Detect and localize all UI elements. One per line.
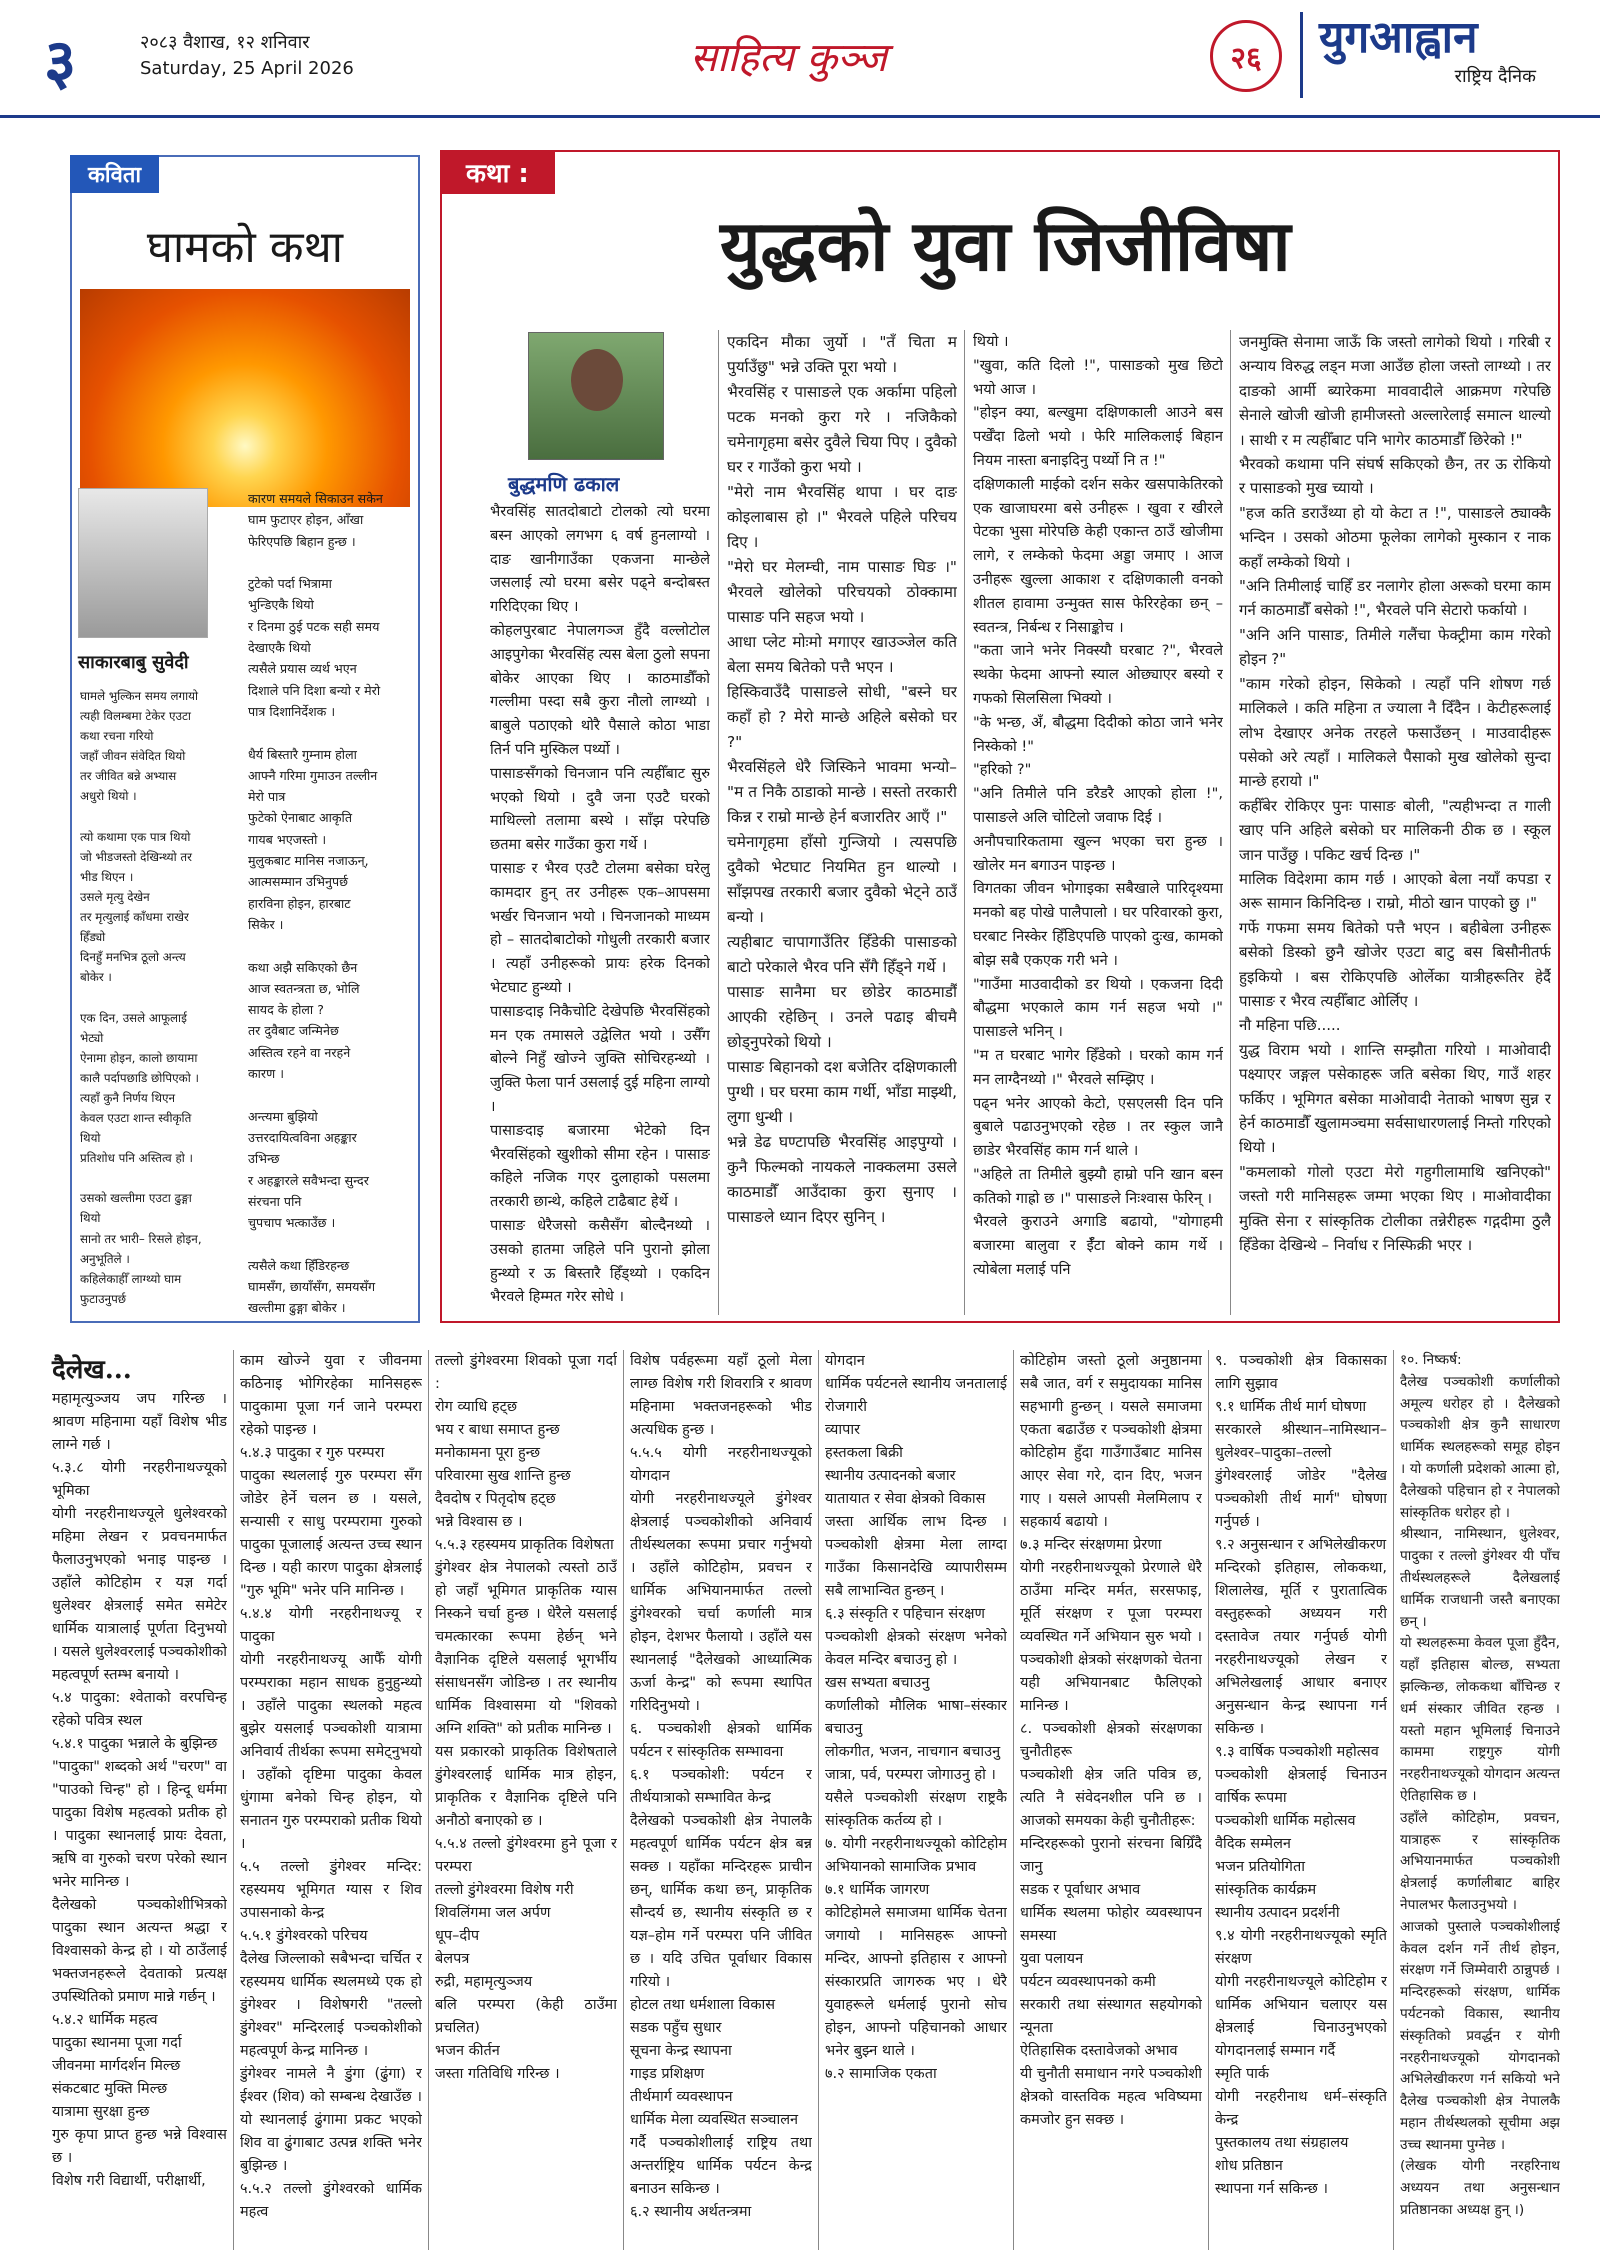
anniversary-logo <box>1210 20 1282 92</box>
column-divider <box>718 330 719 1315</box>
story-tag: कथा : <box>440 150 555 194</box>
column-divider <box>964 330 965 1315</box>
column-divider <box>428 1350 429 2250</box>
anniversary-number: २६ <box>1230 40 1262 76</box>
poem-tag: कविता <box>70 155 159 193</box>
author-name: बुद्धमणि ढकाल <box>508 472 620 496</box>
brand-subtitle: राष्ट्रिय दैनिक <box>1454 66 1536 87</box>
brand-name: युगआह्वान <box>1319 12 1478 63</box>
article-column-1: महामृत्युञ्जय जप गरिन्छ । श्रावण महिनामा यहाँ विशेष भीड लाग्ने गर्छ । ५.३.८ योगी नरहरीनाथज्यूको भूमिका योगी नरहरीनाथज्यूले धुलेश्वरको महिमा लेखन र प्रवचनमार्फत फैलाउनुभएको भनाइ पाइन्छ । उहाँले कोटिहोम र यज्ञ गर्दा धुलेश्वर क्षेत्रलाई समेत समेटेर धार्मिक यात्रालाई पूर्णता दिनुभयो । यसले धुलेश्वरलाई पञ्चकोशीको महत्वपूर्ण स्तम्भ बनायो । ५.४ पादुका: श्वेताको वरपचिन्ह रहेको पवित्र स्थल ५.४.१ पादुका भन्नाले के बुझिन्छ "पादुका" शब्दको अर्थ "चरण" वा "पाउको चिन्ह" हो । हिन्दू धर्ममा पादुका विशेष महत्वको प्रतीक हो । पादुका स्थानलाई प्रायः देवता, ऋषि वा गुरुको चरण परेको स्थान भनेर मानिन्छ । दैलेखको पञ्चकोशीभित्रको पादुका स्थान अत्यन्त श्रद्धा र विश्वासको केन्द्र हो । यो ठाउँलाई भक्तजनहरूले देवताको प्रत्यक्ष उपस्थितिको प्रमाण मान्ने गर्छन् । ५.४.२ धार्मिक महत्व पादुका स्थानमा पूजा गर्दा जीवनमा मार्गदर्शन मिल्छ संकटबाट मुक्ति मिल्छ यात्रामा सुरक्षा हुन्छ गुरु कृपा प्राप्त हुन्छ भन्ने विश्वास छ । विशेष गरी विद्यार्थी, परीक्षार्थी, <box>52 1391 227 2189</box>
column-divider <box>818 1350 819 2250</box>
article-title: दैलेख... <box>52 1355 132 1385</box>
article-column-3: तल्लो डुंगेश्वरमा शिवको पूजा गर्दा : रोग व्याधि हट्छ भय र बाधा समाप्त हुन्छ मनोकामना पूरा हुन्छ परिवारमा सुख शान्ति हुन्छ दैवदोष र पितृदोष हट्छ भन्ने विश्वास छ । ५.५.३ रहस्यमय प्राकृतिक विशेषता डुंगेश्वर क्षेत्र नेपालको त्यस्तो ठाउँ हो जहाँ भूमिगत प्राकृतिक ग्यास निस्कने चर्चा हुन्छ । धेरैले यसलाई चमत्कारका रूपमा हेर्छन् भने वैज्ञानिक दृष्टिले यसलाई भूगर्भीय संसाधनसँग जोडिन्छ । तर स्थानीय धार्मिक विश्वासमा यो "शिवको अग्नि शक्ति" को प्रतीक मानिन्छ । यस प्रकारको प्राकृतिक विशेषताले डुंगेश्वरलाई धार्मिक मात्र होइन, प्राकृतिक र वैज्ञानिक दृष्टिले पनि अनौठो बनाएको छ । ५.५.४ तल्लो डुंगेश्वरमा हुने पूजा र परम्परा तल्लो डुंगेश्वरमा विशेष गरी शिवलिंगमा जल अर्पण धूप–दीप बेलपत्र रुद्री, महामृत्युञ्जय बलि परम्परा (केही ठाउँमा प्रचलित) भजन कीर्तन जस्ता गतिविधि गरिन्छ । <box>435 1353 617 2082</box>
section-heading: साहित्य कुञ्ज <box>690 35 887 81</box>
article-column-6: कोटिहोम जस्तो ठूलो अनुष्ठानमा सबै जात, वर्ग र समुदायका मानिस सहभागी हुन्छन् । यसले समाजमा एकता बढाउँछ र पञ्चकोशी क्षेत्रमा कोटिहोम हुँदा गाउँगाउँबाट मानिस आएर सेवा गरे, दान दिए, भजन गाए । यसले आपसी मेलमिलाप र सहकार्य बढायो । ७.३ मन्दिर संरक्षणमा प्रेरणा योगी नरहरीनाथज्यूको प्रेरणाले धेरै ठाउँमा मन्दिर मर्मत, सरसफाइ, मूर्ति संरक्षण र पूजा परम्परा व्यवस्थित गर्ने अभियान सुरु भयो । पञ्चकोशी क्षेत्रको संरक्षणको चेतना यही अभियानबाट फैलिएको मानिन्छ । ८. पञ्चकोशी क्षेत्रको संरक्षणका चुनौतीहरू पञ्चकोशी क्षेत्र जति पवित्र छ, त्यति नै संवेदनशील पनि छ । आजको समयका केही चुनौतीहरू: मन्दिरहरूको पुरानो संरचना बिग्रिँदै जानु सडक र पूर्वाधार अभाव धार्मिक स्थलमा फोहोर व्यवस्थापन समस्या युवा पलायन पर्यटन व्यवस्थापनको कमी सरकारी तथा संस्थागत सहयोगको न्यूनता ऐतिहासिक दस्तावेजको अभाव यी चुनौती समाधान नगरे पञ्चकोशी क्षेत्रको वास्तविक महत्व भविष्यमा कमजोर हुन सक्छ । <box>1020 1353 1202 2128</box>
article-column-7: ९. पञ्चकोशी क्षेत्र विकासका लागि सुझाव ९.१ धार्मिक तीर्थ मार्ग घोषणा सरकारले श्रीस्थान–नामिस्थान–धुलेश्वर–पादुका–तल्लो डुंगेश्वरलाई जोडेर "दैलेख पञ्चकोशी तीर्थ मार्ग" घोषणा गर्नुपर्छ । ९.२ अनुसन्धान र अभिलेखीकरण मन्दिरको इतिहास, लोककथा, शिलालेख, मूर्ति र पुरातात्विक वस्तुहरूको अध्ययन गरी दस्तावेज तयार गर्नुपर्छ योगी नरहरीनाथज्यूको लेखन र अभिलेखलाई आधार बनाएर अनुसन्धान केन्द्र स्थापना गर्न सकिन्छ । ९.३ वार्षिक पञ्चकोशी महोत्सव पञ्चकोशी क्षेत्रलाई चिनाउन वार्षिक रूपमा पञ्चकोशी धार्मिक महोत्सव वैदिक सम्मेलन भजन प्रतियोगिता सांस्कृतिक कार्यक्रम स्थानीय उत्पादन प्रदर्शनी ९.४ योगी नरहरीनाथज्यूको स्मृति संरक्षण योगी नरहरीनाथज्यूले कोटिहोम र धार्मिक अभियान चलाएर यस क्षेत्रलाई चिनाउनुभएको योगदानलाई सम्मान गर्दै स्मृति पार्क योगी नरहरीनाथ धर्म–संस्कृति केन्द्र पुस्तकालय तथा संग्रहालय शोध प्रतिष्ठान स्थापना गर्न सकिन्छ । <box>1215 1353 1387 2197</box>
poem-column-1: घामले भुल्किन समय लगायो त्यही विलम्बमा टेकेर एउटा कथा रचना गरियो जहाँ जीवन संवेदित थियो तर जीवित बन्ने अभ्यास अधुरो थियो । त्यो कथामा एक पात्र थियो जो भीडजस्तो देखिन्थ्यो तर भीड थिएन । उसले मृत्यु देखेन तर मृत्युलाई काँधमा राखेर हिँड्यो दिनहुँ मनभित्र ठूलो अन्त्य बोकेर । एक दिन, उसले आफूलाई भेट्यो ऐनामा होइन, कालो छायामा कालै पर्दापछाडि छोपिएको । त्यहाँ कुनै निर्णय थिएन केवल एउटा शान्त स्वीकृति थियो प्रतिशोध पनि अस्तित्व हो । उसको खल्तीमा एउटा ढुङ्गा थियो सानो तर भारी– रिसले होइन, अनुभूतिले । कहिलेकाहीँ लाग्थ्यो घाम फुटाउनुपर्छ <box>80 689 202 1306</box>
sunrise-image <box>80 289 410 507</box>
column-divider <box>1393 1350 1394 2250</box>
column-divider <box>623 1350 624 2250</box>
article-column-2: काम खोज्ने युवा र जीवनमा कठिनाइ भोगिरहेका मानिसहरू पादुकामा पूजा गर्न जाने परम्परा रहेको पाइन्छ । ५.४.३ पादुका र गुरु परम्परा पादुका स्थललाई गुरु परम्परा सँग जोडेर हेर्ने चलन छ । यसले, सन्यासी र साधु परम्परामा गुरुको पादुका पूजालाई अत्यन्त उच्च स्थान दिन्छ । यही कारण पादुका क्षेत्रलाई "गुरु भूमि" भनेर पनि मानिन्छ । ५.४.४ योगी नरहरीनाथज्यू र पादुका योगी नरहरीनाथज्यू आफैँ योगी परम्पराका महान साधक हुनुहुन्थ्यो । उहाँले पादुका स्थलको महत्व बुझेर यसलाई पञ्चकोशी यात्रामा अनिवार्य तीर्थका रूपमा समेट्नुभयो । उहाँको दृष्टिमा पादुका केवल धुंगामा बनेको चिन्ह होइन, यो सनातन गुरु परम्पराको प्रतीक थियो । ५.५ तल्लो डुंगेश्वर मन्दिर: रहस्यमय भूमिगत ग्यास र शिव उपासनाको केन्द्र ५.५.१ डुंगेश्वरको परिचय दैलेख जिल्लाको सबैभन्दा चर्चित र रहस्यमय धार्मिक स्थलमध्ये एक हो डुंगेश्वर । विशेषगरी "तल्लो डुंगेश्वर" मन्दिरलाई पञ्चकोशीको महत्वपूर्ण केन्द्र मानिन्छ । डुंगेश्वर नामले नै डुंगा (ढुंगा) र ईश्वर (शिव) को सम्बन्ध देखाउँछ । यो स्थानलाई ढुंगामा प्रकट भएको शिव वा ढुंगाबाट उत्पन्न शक्ति भनेर बुझिन्छ । ५.५.२ तल्लो डुंगेश्वरको धार्मिक महत्व <box>240 1353 422 2220</box>
poet-photo <box>78 488 208 638</box>
poet-name: साकारबाबु सुवेदी <box>78 652 189 673</box>
poem-column-2: कारण समयले सिकाउन सकेन घाम फुटाएर होइन, आँखा फेरिएपछि बिहान हुन्छ । टुटेको पर्दा भित्रामा भुन्डिएकै थियो र दिनमा ठुई पटक सही समय देखाएकै थियो त्यसैले प्रयास व्यर्थ भएन दिशाले पनि दिशा बन्यो र मेरो पात्र दिशानिर्देशक । धैर्य बिस्तारै गुम्नाम होला आफ्नै गरिमा गुमाउन तल्लीन मेरो पात्र फुटेको ऐनाबाट आकृति गायब भएजस्तो । मुलुकबाट मानिस नजाऊन्, आत्मसम्मान उभिनुपर्छ हारविना होइन, हारबाट सिकेर । कथा अझै सकिएको छैन आज स्वतन्त्रता छ, भोलि सायद के होला ? तर दुवैबाट जन्मिनेछ अस्तित्व रहने वा नरहने कारण । अन्त्यमा बुझियो उत्तरदायित्वविना अहङ्कार उभिन्छ र अहङ्कारले सवैभन्दा सुन्दर संरचना पनि चुपचाप भत्काउँछ । त्यसैले कथा हिँडिरहन्छ घामसँग, छायाँसँग, समयसँग खल्तीमा ढुङ्गा बोकेर । <box>248 491 383 1316</box>
date-english: Saturday, 25 April 2026 <box>140 58 354 79</box>
article-column-8: १०. निष्कर्ष: दैलेख पञ्चकोशी कर्णालीको अमूल्य धरोहर हो । दैलेखको पञ्चकोशी क्षेत्र कुनै साधारण धार्मिक स्थलहरूको समूह होइन । यो कर्णाली प्रदेशको आत्मा हो, दैलेखको पहिचान हो र नेपालको सांस्कृतिक धरोहर हो । श्रीस्थान, नामिस्थान, धुलेश्वर, पादुका र तल्लो डुंगेश्वर यी पाँच तीर्थस्थलहरूले दैलेखलाई धार्मिक राजधानी जस्तै बनाएका छन् । यो स्थलहरूमा केवल पूजा हुँदैन, यहाँ इतिहास बोल्छ, सभ्यता झल्किन्छ, लोककथा बाँचिन्छ र धर्म संस्कार जीवित रहन्छ । यस्तो महान भूमिलाई चिनाउने काममा राष्ट्रगुरु योगी नरहरीनाथज्यूको योगदान अत्यन्त ऐतिहासिक छ । उहाँले कोटिहोम, प्रवचन, यात्राहरू र सांस्कृतिक अभियानमार्फत पञ्चकोशी क्षेत्रलाई कर्णालीबाट बाहिर नेपालभर फैलाउनुभयो । आजको पुस्ताले पञ्चकोशीलाई केवल दर्शन गर्ने तीर्थ होइन, संरक्षण गर्ने जिम्मेवारी ठान्नुपर्छ । मन्दिरहरूको संरक्षण, धार्मिक पर्यटनको विकास, स्थानीय संस्कृतिको प्रवर्द्धन र योगी नरहरीनाथज्यूको योगदानको अभिलेखीकरण गर्न सकियो भने दैलेख पञ्चकोशी क्षेत्र नेपालकै महान तीर्थस्थलको सूचीमा अझ उच्च स्थानमा पुग्नेछ । (लेखक योगी नरहरिनाथ अध्ययन तथा अनुसन्धान प्रतिष्ठानका अध्यक्ष हुन् ।) <box>1400 1352 1560 2219</box>
story-column-3: थियो । "खुवा, कति दिलो !", पासाङको मुख छिटो भयो आज । "होइन क्या, बल्खुमा दक्षिणकाली आउने बस पर्खेँदा ढिलो भयो । फेरि मालिकलाई बिहान नियम नास्ता बनाइदिनु पर्थ्यो नि त !" दक्षिणकाली माईको दर्शन सकेर खसपाकेतिरको एक खाजाघरमा बसे उनीहरू । खुवा र खीरले पेटका भुसा मोरेपछि केही एकान्त ठाउँ खोजीमा लागे, र लम्केको फेदमा अड्डा जमाए । आज उनीहरू खुल्ला आकाश र दक्षिणकाली वनको शीतल हावामा उन्मुक्त सास फेरिरहेका छन् – स्वतन्त्र, निर्बन्ध र निसाङ्कोच । "कता जाने भनेर निक्स्यौ घरबाट ?", भैरवले स्थकेा फेदमा आफ्नो स्याल ओछ्याएर बस्यो र गफको सिलसिला भिक्यो । "के भन्छ, अँ, बौद्धमा दिदीको कोठा जाने भनेर निस्केको !" "हरिको ?" "अनि तिमीले पनि डरैडरै आएको होला !", पासाङले अलि चोटिलो जवाफ दिई । अनौपचारिकतामा खुल्न भएका चरा हुन्छ । खोलेर मन बगाउन पाइन्छ । विगतका जीवन भोगाइका सबैखाले पारिदृश्यमा मनको बह पोखे पालैपालो । घर परिवारको कुरा, घरबाट निस्केर हिँडिएपछि पाएको दुःख, कामको बोझ सबै एकएक गरी भने । "गाउँमा माउवादीको डर थियो । एकजना दिदी बौद्धमा भएकाले काम गर्न सहज भयो ।" पासाङले भनिन् । "म त घरबाट भागेर हिँडेको । घरको काम गर्न मन लाग्दैनथ्यो ।" भैरवले सम्झिए । पढ्न भनेर आएको केटो, एसएलसी दिन पनि बुबाले पढाउनुभएको रहेछ । तर स्कुल जानै छाडेर भैरवसिंह काम गर्न थाले । "अहिले ता तिमीले बुझ्यौ हाम्रो पनि खान बस्न कतिको गाह्रो छ ।" पासाङले निःश्वास फेरिन् । भैरवले कुराउने अगाडि बढायो, "योगाहमी बजारमा बालुवा र ईँटा बोक्ने काम गर्थे । त्योबेला मलाई पनि <box>973 333 1223 1279</box>
date-nepali: २०८३ वैशाख, १२ शनिवार <box>140 32 310 53</box>
article-column-4: विशेष पर्वहरूमा यहाँ ठूलो मेला लाग्छ विशेष गरी शिवरात्रि र श्रावण महिनामा भक्तजनहरूको भीड अत्यधिक हुन्छ । ५.५.५ योगी नरहरीनाथज्यूको योगदान योगी नरहरीनाथज्यूले डुंगेश्वर क्षेत्रलाई पञ्चकोशीको अनिवार्य तीर्थस्थलका रूपमा प्रचार गर्नुभयो । उहाँले कोटिहोम, प्रवचन र धार्मिक अभियानमार्फत तल्लो डुंगेश्वरको चर्चा कर्णाली मात्र होइन, देशभर फैलायो । उहाँले यस स्थानलाई "दैलेखको आध्यात्मिक ऊर्जा केन्द्र" को रूपमा स्थापित गरिदिनुभयो । ६. पञ्चकोशी क्षेत्रको धार्मिक पर्यटन र सांस्कृतिक सम्भावना ६.१ पञ्चकोशी: पर्यटन र तीर्थयात्राको सम्भावित केन्द्र दैलेखको पञ्चकोशी क्षेत्र नेपालकै महत्वपूर्ण धार्मिक पर्यटन क्षेत्र बन्न सक्छ । यहाँका मन्दिरहरू प्राचीन छन्, धार्मिक कथा छन्, प्राकृतिक सौन्दर्य छ, स्थानीय संस्कृति छ र यज्ञ–होम गर्ने परम्परा पनि जीवित छ । यदि उचित पूर्वाधार विकास गरियो । होटल तथा धर्मशाला विकास सडक पहुँच सुधार सूचना केन्द्र स्थापना गाइड प्रशिक्षण तीर्थमार्ग व्यवस्थापन धार्मिक मेला व्यवस्थित सञ्चालन गर्दै पञ्चकोशीलाई राष्ट्रिय तथा अन्तर्राष्ट्रिय धार्मिक पर्यटन केन्द्र बनाउन सकिन्छ । ६.२ स्थानीय अर्थतन्त्रमा <box>630 1353 812 2220</box>
column-divider <box>1230 330 1231 1315</box>
masthead <box>0 0 1600 118</box>
issue-date <box>140 30 354 82</box>
newspaper-brand <box>1300 12 1560 98</box>
author-photo <box>528 332 664 460</box>
column-divider <box>1208 1350 1209 2250</box>
column-divider <box>1013 1350 1014 2250</box>
column-divider <box>233 1350 234 2250</box>
story-column-1: भैरवसिंह सातदोबाटो टोलको त्यो घरमा बस्न आएको लगभग ६ वर्ष हुनलाग्यो । दाङ खानीगाउँका एकजना मान्छेले जसलाई त्यो घरमा बसेर पढ्ने बन्दोबस्त गरिदिएका थिए । कोहलपुरबाट नेपालगञ्ज हुँदै वल्लोटोल आइपुगेका भैरवसिंह त्यस बेला ठुलो सपना बोकेर आएका थिए । काठमाडौँको गल्लीमा पस्दा सबै कुरा नौलो लाग्थ्यो । बाबुले पठाएको थोरै पैसाले कोठा भाडा तिर्न पनि मुस्किल पर्थ्यो । पासाङसँगको चिनजान पनि त्यहीँबाट सुरु भएको थियो । दुवै जना एउटै घरको माथिल्लो तलामा बस्थे । साँझ परेपछि छतमा बसेर गाउँका कुरा गर्थे । पासाङ र भैरव एउटै टोलमा बसेका घरेलु कामदार हुन् तर उनीहरू एक–आपसमा भर्खर चिनजान भयो । चिनजानको माध्यम हो – सातदोबाटोको गोधुली तरकारी बजार । त्यहाँ उनीहरूको प्रायः हरेक दिनको भेटघाट हुन्थ्यो । पासाङदाइ निकैचोटि देखेपछि भैरवसिंहको मन एक तमासले उद्वेलित भयो । उसैँग बोल्ने निहुँ खोज्ने जुक्ति सोचिरहन्थ्यो । जुक्ति फेला पार्न उसलाई दुई महिना लाग्यो । पासाङदाइ बजारमा भेटेको दिन भैरवसिंहको खुशीको सीमा रहेन । पासाङ कहिले नजिक गएर दुलाहाको पसलमा तरकारी छान्थे, कहिले टाढैबाट हेर्थे । पासाङ धेरैजसो कसैसँग बोल्दैनथ्यो । उसको हातमा जहिले पनि पुरानो झोला हुन्थ्यो र ऊ बिस्तारै हिँड्थ्यो । एकदिन भैरवले हिम्मत गरेर सोधे । <box>490 503 710 1306</box>
article-column-5: योगदान धार्मिक पर्यटनले स्थानीय जनतालाई रोजगारी व्यापार हस्तकला बिक्री स्थानीय उत्पादनको बजार यातायात र सेवा क्षेत्रको विकास जस्ता आर्थिक लाभ दिन्छ । पञ्चकोशी क्षेत्रमा मेला लाग्दा गाउँका किसानदेखि व्यापारीसम्म सबै लाभान्वित हुन्छन् । ६.३ संस्कृति र पहिचान संरक्षण पञ्चकोशी क्षेत्रको संरक्षण भनेको केवल मन्दिर बचाउनु हो । खस सभ्यता बचाउनु कर्णालीको मौलिक भाषा–संस्कार बचाउनु लोकगीत, भजन, नाचगान बचाउनु जात्रा, पर्व, परम्परा जोगाउनु हो । यसैले पञ्चकोशी संरक्षण राष्ट्रकै सांस्कृतिक कर्तव्य हो । ७. योगी नरहरीनाथज्यूको कोटिहोम अभियानको सामाजिक प्रभाव ७.१ धार्मिक जागरण कोटिहोमले समाजमा धार्मिक चेतना जगायो । मानिसहरू आफ्नो मन्दिर, आफ्नो इतिहास र आफ्नो संस्कारप्रति जागरुक भए । धेरै युवाहरूले धर्मलाई पुरानो सोच होइन, आफ्नो पहिचानको आधार भनेर बुझ्न थाले । ७.२ सामाजिक एकता <box>825 1353 1007 2082</box>
story-column-2: एकदिन मौका जुर्यो । "तँ चिता म पुर्याउँछु" भन्ने उक्ति पूरा भयो । भैरवसिंह र पासाङले एक अर्कामा पहिलो पटक मनको कुरा गरे । नजिकैको चमेनागृहमा बसेर दुवैले चिया पिए । दुवैको घर र गाउँको कुरा भयो । "मेरो नाम भैरवसिंह थापा । घर दाङ कोइलाबास हो ।" भैरवले पहिले परिचय दिए । "मेरो घर मेलम्ची, नाम पासाङ घिङ ।" भैरवले खोलेको परिचयको ठोक्कामा पासाङ पनि सहज भयो । आधा प्लेट मोःमो मगाएर खाउञ्जेल कति बेला समय बितेको पत्तै भएन । हिस्किवाउँदै पासाङले सोधी, "बस्ने घर कहाँ हो ? मेरो मान्छे अहिले बसेको घर ?" भैरवसिंहले धेरै जिस्किने भावमा भन्यो– "म त निकै ठाडाको मान्छे । सस्तो तरकारी किन्न र राम्रो मान्छे हेर्न बजारतिर आएँ ।" चमेनागृहमा हाँसो गुन्जियो । त्यसपछि दुवैको भेटघाट नियमित हुन थाल्यो । साँझपख तरकारी बजार दुवैको भेट्ने ठाउँ बन्यो । त्यहीबाट चापागाउँतिर हिँडेकी पासाङको बाटो परेकाले भैरव पनि सँगै हिँड्ने गर्थे । पासाङ सानैमा घर छोडेर काठमाडौँ आएकी रहेछिन् । उनले पढाइ बीचमै छोड्नुपरेको थियो । पासाङ बिहानको दश बजेतिर दक्षिणकाली पुग्थी । घर घरमा काम गर्थी, भाँडा माझ्थी, लुगा धुन्थी । भन्ने डेढ घण्टापछि भैरवसिंह आइपुग्यो । कुनै फिल्मको नायकले नाक्कलमा उसले काठमाडौँ आउँदाका कुरा सुनाए । पासाङले ध्यान दिएर सुनिन् । <box>727 333 957 1226</box>
page-number: ३ <box>44 25 77 98</box>
story-column-4: जनमुक्ति सेनामा जाऊँ कि जस्तो लागेको थियो । गरिबी र अन्याय विरुद्ध लड्न मजा आउँछ होला जस्तो लाग्थ्यो । तर दाङको आर्मी ब्यारेकमा माववादीले आक्रमण गरेपछि सेनाले खोजी खोजी हामीजस्तो अल्लारेलाई समात्न थाल्यो । साथी र म त्यहीँबाट पनि भागेर काठमाडौँ छिरेको !" भैरवको कथामा पनि संघर्ष सकिएको छैन, तर ऊ रोकियो र पासाङको मुख च्यायो । "हज कति डराउँथ्या हो यो केटा त !", पासाङले ठ्याक्कै भन्दिन । उसको ओठमा फूलेका लागेको मुस्कान र नाक कहाँ लम्केको थियो । "अनि तिमीलाई चाहिँ डर नलागेर होला अरूको घरमा काम गर्न काठमाडौँ बसेको !", भैरवले पनि सेटारो फर्कायो । "अनि अनि पासाङ, तिमीले गलैंचा फेक्ट्रीमा काम गरेको होइन ?" "काम गरेको होइन, सिकेको । त्यहाँ पनि शोषण गर्छ मालिकले । कति महिना त ज्याला नै दिँदैन । केटीहरूलाई लोभ देखाएर अनेक तरहले फसाउँछन् । माउवादीहरू पसेको अरे त्यहाँ । मालिकले पैसाको मुख खोलेको सुन्दा मान्छे हरायो ।" कहीँबेर रोकिएर पुनः पासाङ बोली, "त्यहीभन्दा त गाली खाए पनि अहिले बसेको घर मालिकनी ठीक छ । स्कूल जान पाउँछु । पकिट खर्च दिन्छ ।" मालिक विदेशमा काम गर्छ । आएको बेला नयाँ कपडा र अरू सामान किनिदिन्छ । राम्रो, मीठो खान पाएको छु ।" गर्फे गफमा समय बितेको पत्तै भएन । बहीबेला उनीहरू बसेको डिस्को छुनै खोजेर एउटा बाटु बस बिसौनीतर्फ हुइकियो । बस रोकिएपछि ओर्लेका यात्रीहरूतिर हेर्दै पासाङ र भैरव त्यहीँबाट ओर्लिए । नौ महिना पछि..... युद्ध विराम भयो । शान्ति सम्झौता गरियो । माओवादी पक्ष्याएर जङ्गल पसेकाहरू जति बसेका थिए, गाउँ शहर फर्किए । भूमिगत बसेका माओवादी नेताको भाषण सुन्न र हेर्न काठमाडौँ खुलामञ्चमा सर्वसाधारणलाई निम्तो गरिएको थियो । "कमलाको गोलो एउटा मेरो गहुगीलामाथि खनिएको" जस्तो गरी मानिसहरू जम्मा भएका थिए । माओवादीका मुक्ति सेना र सांस्कृतिक टोलीका तन्नेरीहरू गद्गदीमा ठुलै हिँडेका देखिन्थे – निर्वाध र निस्फिक्री भएर । <box>1239 333 1551 1255</box>
poem-title: घामको कथा <box>146 222 344 273</box>
story-title: युद्धको युवा जिजीविषा <box>720 204 1291 287</box>
